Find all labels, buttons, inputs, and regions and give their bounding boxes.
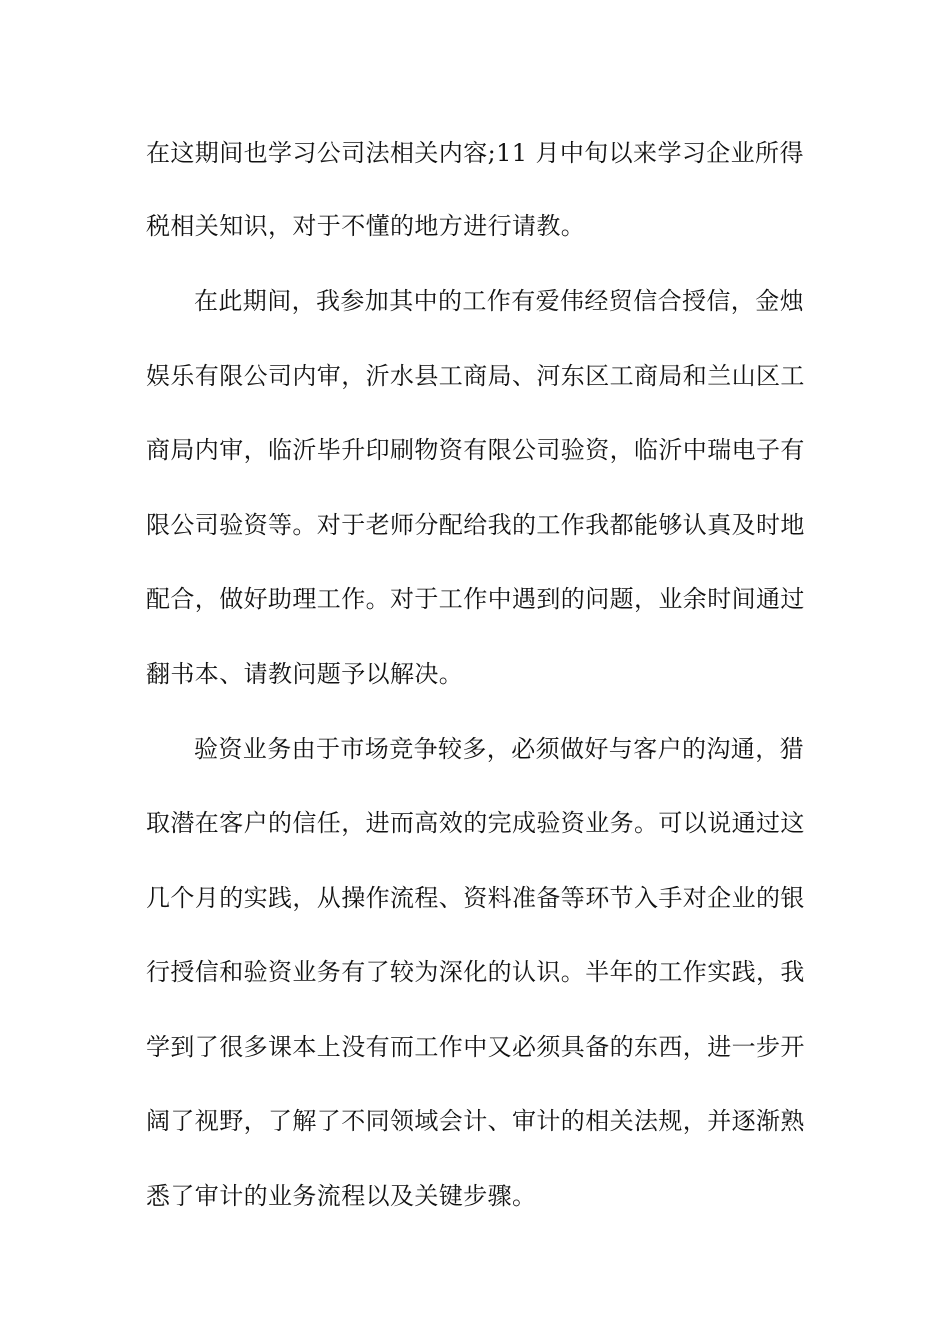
text-line: 配合，做好助理工作。对于工作中遇到的问题，业余时间通过 [146, 585, 805, 613]
paragraph-first-line: 在此期间，我参加其中的工作有爱伟经贸信合授信，金烛 [194, 287, 804, 315]
text-line: 几个月的实践，从操作流程、资料准备等环节入手对企业的银 [146, 884, 805, 912]
text-line: 税相关知识，对于不懂的地方进行请教。 [146, 212, 586, 240]
text-line: 在这期间也学习公司法相关内容;11 月中旬以来学习企业所得 [146, 139, 804, 167]
text-line: 翻书本、请教问题予以解决。 [146, 660, 464, 688]
paragraph-first-line: 验资业务由于市场竞争较多，必须做好与客户的沟通，猎 [194, 735, 804, 763]
text-line: 悉了审计的业务流程以及关键步骤。 [146, 1182, 537, 1210]
text-line: 取潜在客户的信任，进而高效的完成验资业务。可以说通过这 [146, 809, 805, 837]
text-line: 商局内审，临沂毕升印刷物资有限公司验资，临沂中瑞电子有 [146, 436, 805, 464]
text-line: 娱乐有限公司内审，沂水县工商局、河东区工商局和兰山区工 [146, 362, 805, 390]
text-line: 限公司验资等。对于老师分配给我的工作我都能够认真及时地 [146, 511, 805, 539]
text-line: 行授信和验资业务有了较为深化的认识。半年的工作实践，我 [146, 958, 805, 986]
text-line: 阔了视野，了解了不同领域会计、审计的相关法规，并逐渐熟 [146, 1107, 805, 1135]
text-line: 学到了很多课本上没有而工作中又必须具备的东西，进一步开 [146, 1033, 805, 1061]
